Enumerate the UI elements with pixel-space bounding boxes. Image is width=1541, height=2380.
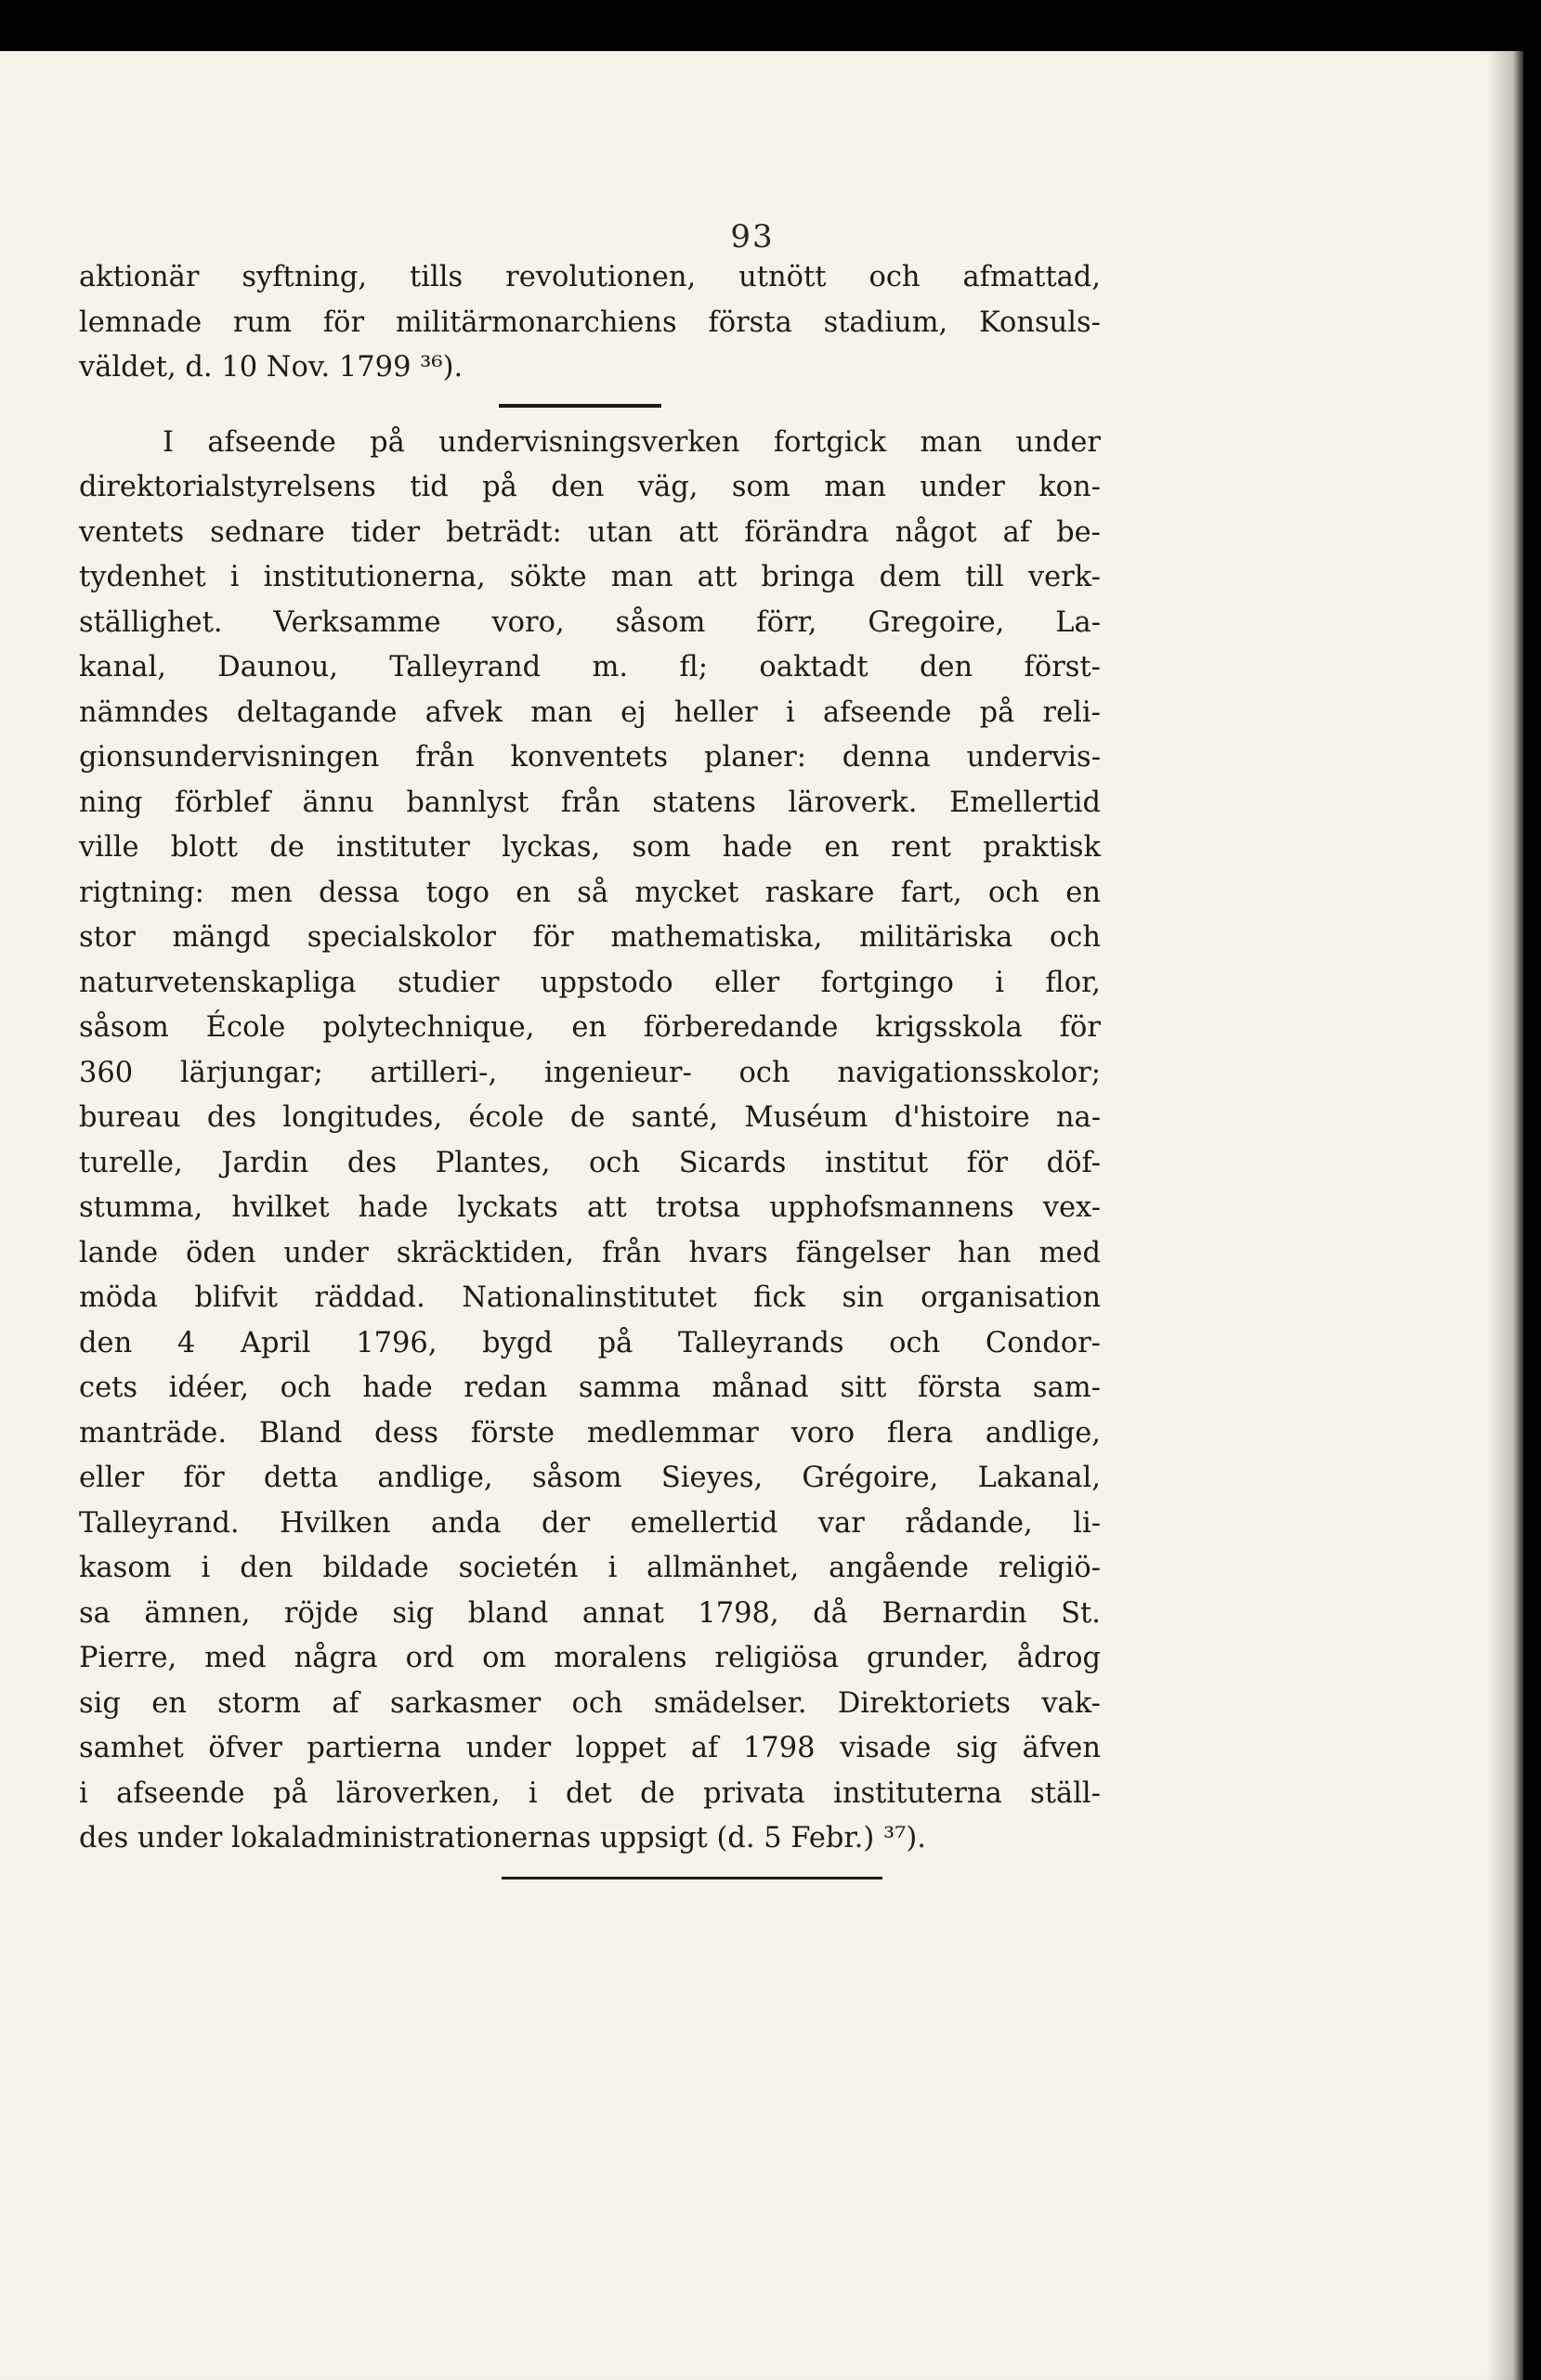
text-line: stumma, hvilket hade lyckats att trotsa upphofsmannens vex- xyxy=(79,1191,1101,1224)
text-line: direktorialstyrelsens tid på den väg, som man under kon- xyxy=(79,471,1101,503)
text-line: Pierre, med några ord om moralens religiösa grunder, ådrog xyxy=(79,1642,1101,1674)
text-line: väldet, d. 10 Nov. 1799 ³⁶). xyxy=(79,351,464,384)
text-line: des under lokaladministrationernas uppsigt (d. 5 Febr.) ³⁷). xyxy=(79,1822,926,1854)
text-line: cets idéer, och hade redan samma månad sitt första sam- xyxy=(79,1372,1101,1404)
text-line: naturvetenskapliga studier uppstodo eller fortgingo i flor, xyxy=(79,966,1101,999)
footnote-divider xyxy=(502,1877,882,1879)
page-number: 93 xyxy=(730,218,775,255)
text-line: sa ämnen, röjde sig bland annat 1798, då Bernardin St. xyxy=(79,1596,1101,1630)
text-line: turelle, Jardin des Plantes, och Sicards institut för döf- xyxy=(79,1146,1101,1179)
text-line: stor mängd specialskolor för mathematiska, militäriska och xyxy=(79,921,1101,954)
text-line: ventets sednare tider beträdt: utan att förändra något af be- xyxy=(79,515,1101,549)
text-line: ställighet. Verksamme voro, såsom förr, Gregoire, La- xyxy=(79,605,1101,639)
section-divider xyxy=(499,404,661,408)
text-line: den 4 April 1796, bygd på Talleyrands och Condor- xyxy=(79,1326,1101,1359)
paragraph-2 xyxy=(79,421,1101,1862)
text-line: rigtning: men dessa togo en så mycket raskare fart, och en xyxy=(79,876,1101,909)
text-line: möda blifvit räddad. Nationalinstitutet fick sin organisation xyxy=(79,1281,1101,1314)
text-line: nämndes deltagande afvek man ej heller i afseende på reli- xyxy=(79,696,1101,729)
text-line: bureau des longitudes, école de santé, Muséum d'histoire na- xyxy=(79,1101,1101,1134)
text-line: i afseende på läroverken, i det de privata instituterna ställ- xyxy=(79,1776,1101,1810)
text-line: 360 lärjungar; artilleri-, ingenieur- och navigationsskolor; xyxy=(79,1056,1101,1089)
text-line: ning förblef ännu bannlyst från statens läroverk. Emellertid xyxy=(79,786,1101,819)
text-line: lemnade rum för militärmonarchiens första stadium, Konsuls- xyxy=(79,306,1101,339)
text-line: kanal, Daunou, Talleyrand m. fl; oaktadt den först- xyxy=(79,651,1101,683)
text-line: samhet öfver partierna under loppet af 1798 visade sig äfven xyxy=(79,1732,1101,1764)
text-line: manträde. Bland dess förste medlemmar voro flera andlige, xyxy=(79,1416,1101,1450)
body-text xyxy=(79,255,1101,1879)
page-edge-shadow xyxy=(1486,51,1525,2380)
text-line: eller för detta andlige, såsom Sieyes, Grégoire, Lakanal, xyxy=(79,1462,1101,1494)
text-line: sig en storm af sarkasmer och smädelser. Direktoriets vak- xyxy=(79,1686,1101,1720)
text-line: Talleyrand. Hvilken anda der emellertid var rådande, li- xyxy=(79,1506,1101,1540)
text-line: lande öden under skräcktiden, från hvars fängelser han med xyxy=(79,1236,1101,1269)
text-line: gionsundervisningen från konventets planer: denna undervis- xyxy=(79,741,1101,774)
text-line: tydenhet i institutionerna, sökte man att bringa dem till verk- xyxy=(79,561,1101,593)
text-line: aktionär syftning, tills revolutionen, utnött och afmattad, xyxy=(79,261,1101,293)
text-line: I afseende på undervisningsverken fortgick man under xyxy=(163,425,1101,459)
text-line: såsom École polytechnique, en förberedande krigsskola för xyxy=(79,1011,1101,1044)
text-line: kasom i den bildade societén i allmänhet, angående religiö- xyxy=(79,1552,1101,1584)
paragraph-1 xyxy=(79,255,1101,391)
text-line: ville blott de instituter lyckas, som hade en rent praktisk xyxy=(79,831,1101,864)
